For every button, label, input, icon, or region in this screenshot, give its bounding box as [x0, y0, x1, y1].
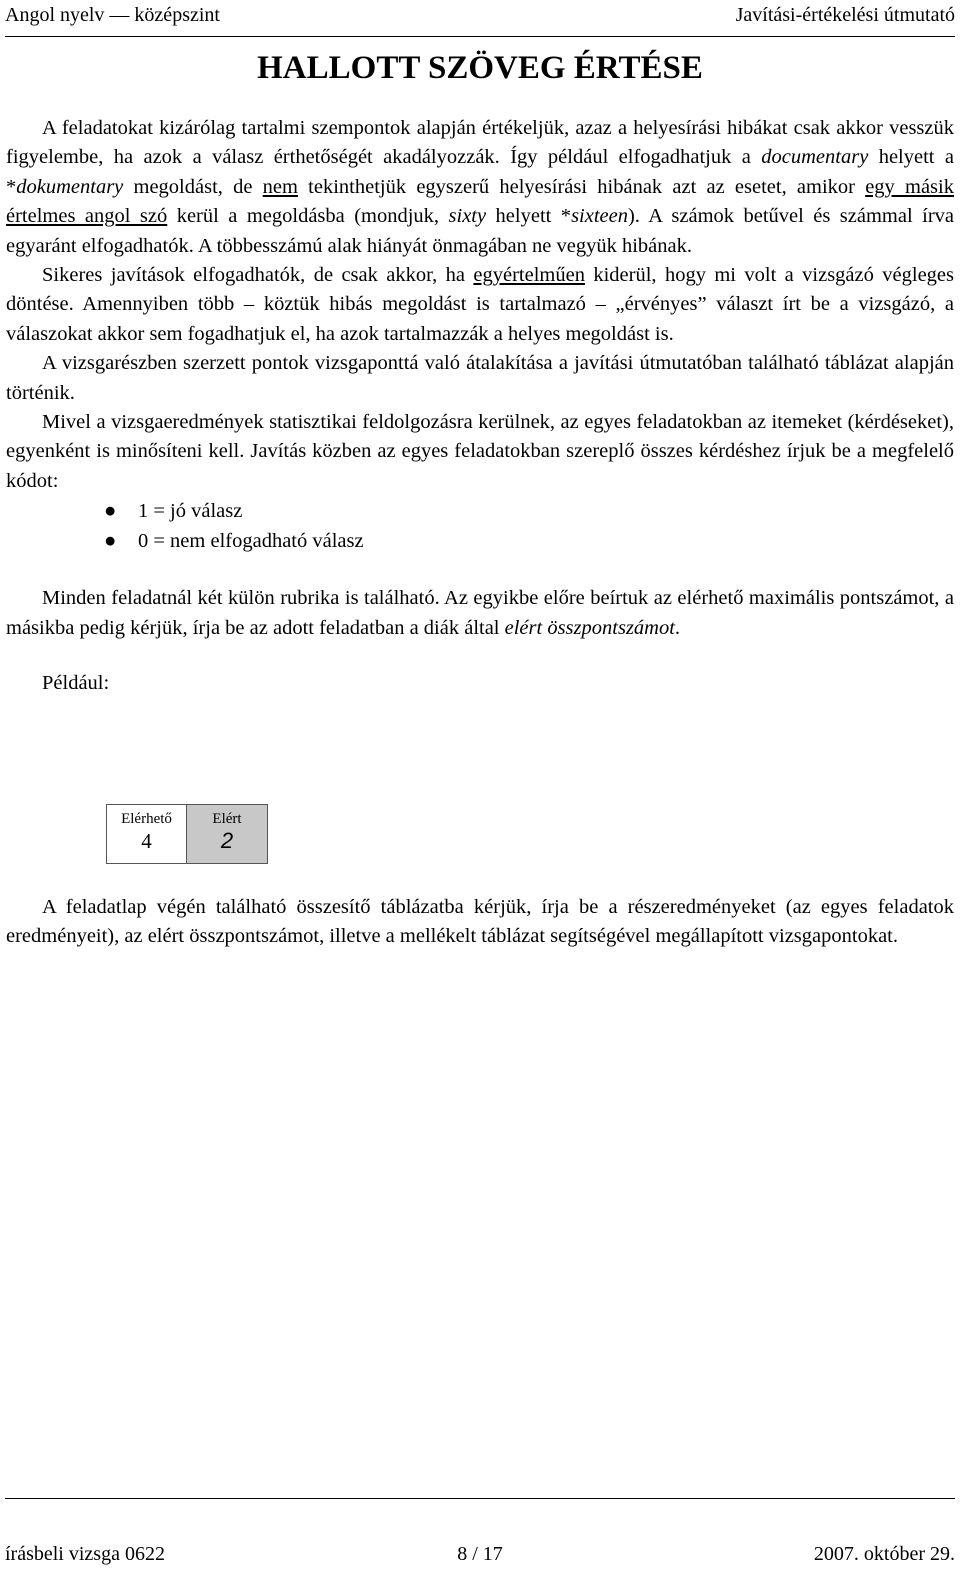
text-run-italic: sixteen — [571, 205, 628, 228]
footer-page-number: 8 / 17 — [457, 1543, 503, 1565]
paragraph-spelling-rules — [6, 114, 954, 261]
achieved-label: Elért — [212, 811, 242, 827]
main-content — [6, 114, 954, 699]
paragraph-statistics: Mivel a vizsgaeredmények statisztikai feldolgozásra kerülnek, az egyes feladatokban az itemeket (kérdéseket), egyenként is minősíteni kell. Javítás közben az egyes feladatokban szereplő összes kérdéshez írjuk be a megfelelő kódot: — [6, 411, 954, 492]
text-run: Sikeres javítások elfogadhatók, de csak akkor, ha — [42, 264, 474, 287]
reachable-score-cell — [107, 805, 187, 863]
text-run-italic: sixty — [448, 205, 487, 228]
paragraph-corrections — [6, 261, 954, 349]
paragraph-conversion: A vizsgarészben szerzett pontok vizsgaponttá való átalakítása a javítási útmutatóban található táblázat alapján történik. — [6, 352, 954, 404]
text-run-italic: elért összpontszámot — [504, 616, 675, 639]
text-run: . — [674, 616, 681, 639]
text-run-underlined: egy másik értelmes angol szó — [6, 175, 954, 228]
spacer — [6, 643, 954, 669]
bullet-icon: ● — [104, 530, 117, 553]
text-run: tekinthetjük egyszerű helyesírási hibának azt az esetet, amikor — [297, 175, 866, 198]
page-header — [5, 0, 955, 37]
text-run: kerül a megoldásba (mondjuk, — [167, 205, 449, 228]
reachable-value: 4 — [141, 829, 152, 853]
list-item — [6, 526, 954, 556]
code-bad: 0 = nem elfogadható válasz — [138, 530, 364, 553]
text-run: Minden feladatnál két külön rubrika is található. Az egyikbe előre beírtuk az elérhető maximális pontszámot, a másikba pedig kérjük, írja be az adott feladatban a diák által — [6, 587, 954, 639]
list-item — [6, 496, 954, 526]
footer-date: 2007. október 29. — [813, 1543, 955, 1565]
page-footer — [5, 1498, 955, 1594]
paragraph-score-boxes — [6, 584, 954, 643]
code-list — [6, 496, 954, 556]
header-guide-title: Javítási-értékelési útmutató — [735, 4, 955, 26]
text-run-underlined: egyértelműen — [473, 264, 585, 287]
spacer — [6, 556, 954, 584]
footer-exam-code: írásbeli vizsga 0622 — [5, 1543, 165, 1565]
text-run-underlined: nem — [262, 175, 298, 198]
section-title: HALLOTT SZÖVEG ÉRTÉSE — [257, 50, 703, 86]
text-run: helyett a * — [6, 146, 954, 198]
reachable-label: Elérhető — [121, 811, 172, 827]
text-run: kiderül, hogy mi volt a vizsgázó végleges döntése. Amennyiben több – köztük hibás megoldást is tartalmazó – „érvényes” választ írt be a vizsgázó, a válaszokat akkor sem fogadhatjuk el, ha azok tartalmazzák a helyes megoldást is. — [6, 264, 954, 345]
score-box-example — [106, 804, 268, 864]
bullet-icon: ● — [104, 500, 117, 523]
example-label: Például: — [42, 672, 110, 695]
text-run: A feladatokat kizárólag tartalmi szempontok alapján értékeljük, azaz a helyesírási hibákat csak akkor vesszük figyelembe, ha azok a válasz érthetőségét akadályozzák. Így például elfogadhatjuk a — [6, 117, 954, 169]
final-content — [6, 893, 954, 952]
text-run: helyett * — [486, 205, 572, 228]
text-run: megoldást, de — [123, 175, 263, 198]
paragraph-summary-table: A feladatlap végén található összesítő táblázatba kérjük, írja be a részeredményeket (az egyes feladatok eredményeit), az elért összpontszámot, illetve a mellékelt táblázat segítségével megállapított vizsgapontokat. — [6, 896, 954, 948]
text-run: ). A számok betűvel és számmal írva egyaránt elfogadhatók. A többesszámú alak hiányát önmagában ne vegyük hibának. — [6, 205, 955, 257]
code-good: 1 = jó válasz — [138, 500, 243, 523]
header-subject: Angol nyelv — középszint — [5, 4, 220, 26]
achieved-value: 2 — [220, 828, 234, 853]
achieved-score-cell — [187, 805, 267, 863]
text-run-italic: dokumentary — [16, 175, 124, 198]
text-run-italic: documentary — [761, 146, 869, 169]
